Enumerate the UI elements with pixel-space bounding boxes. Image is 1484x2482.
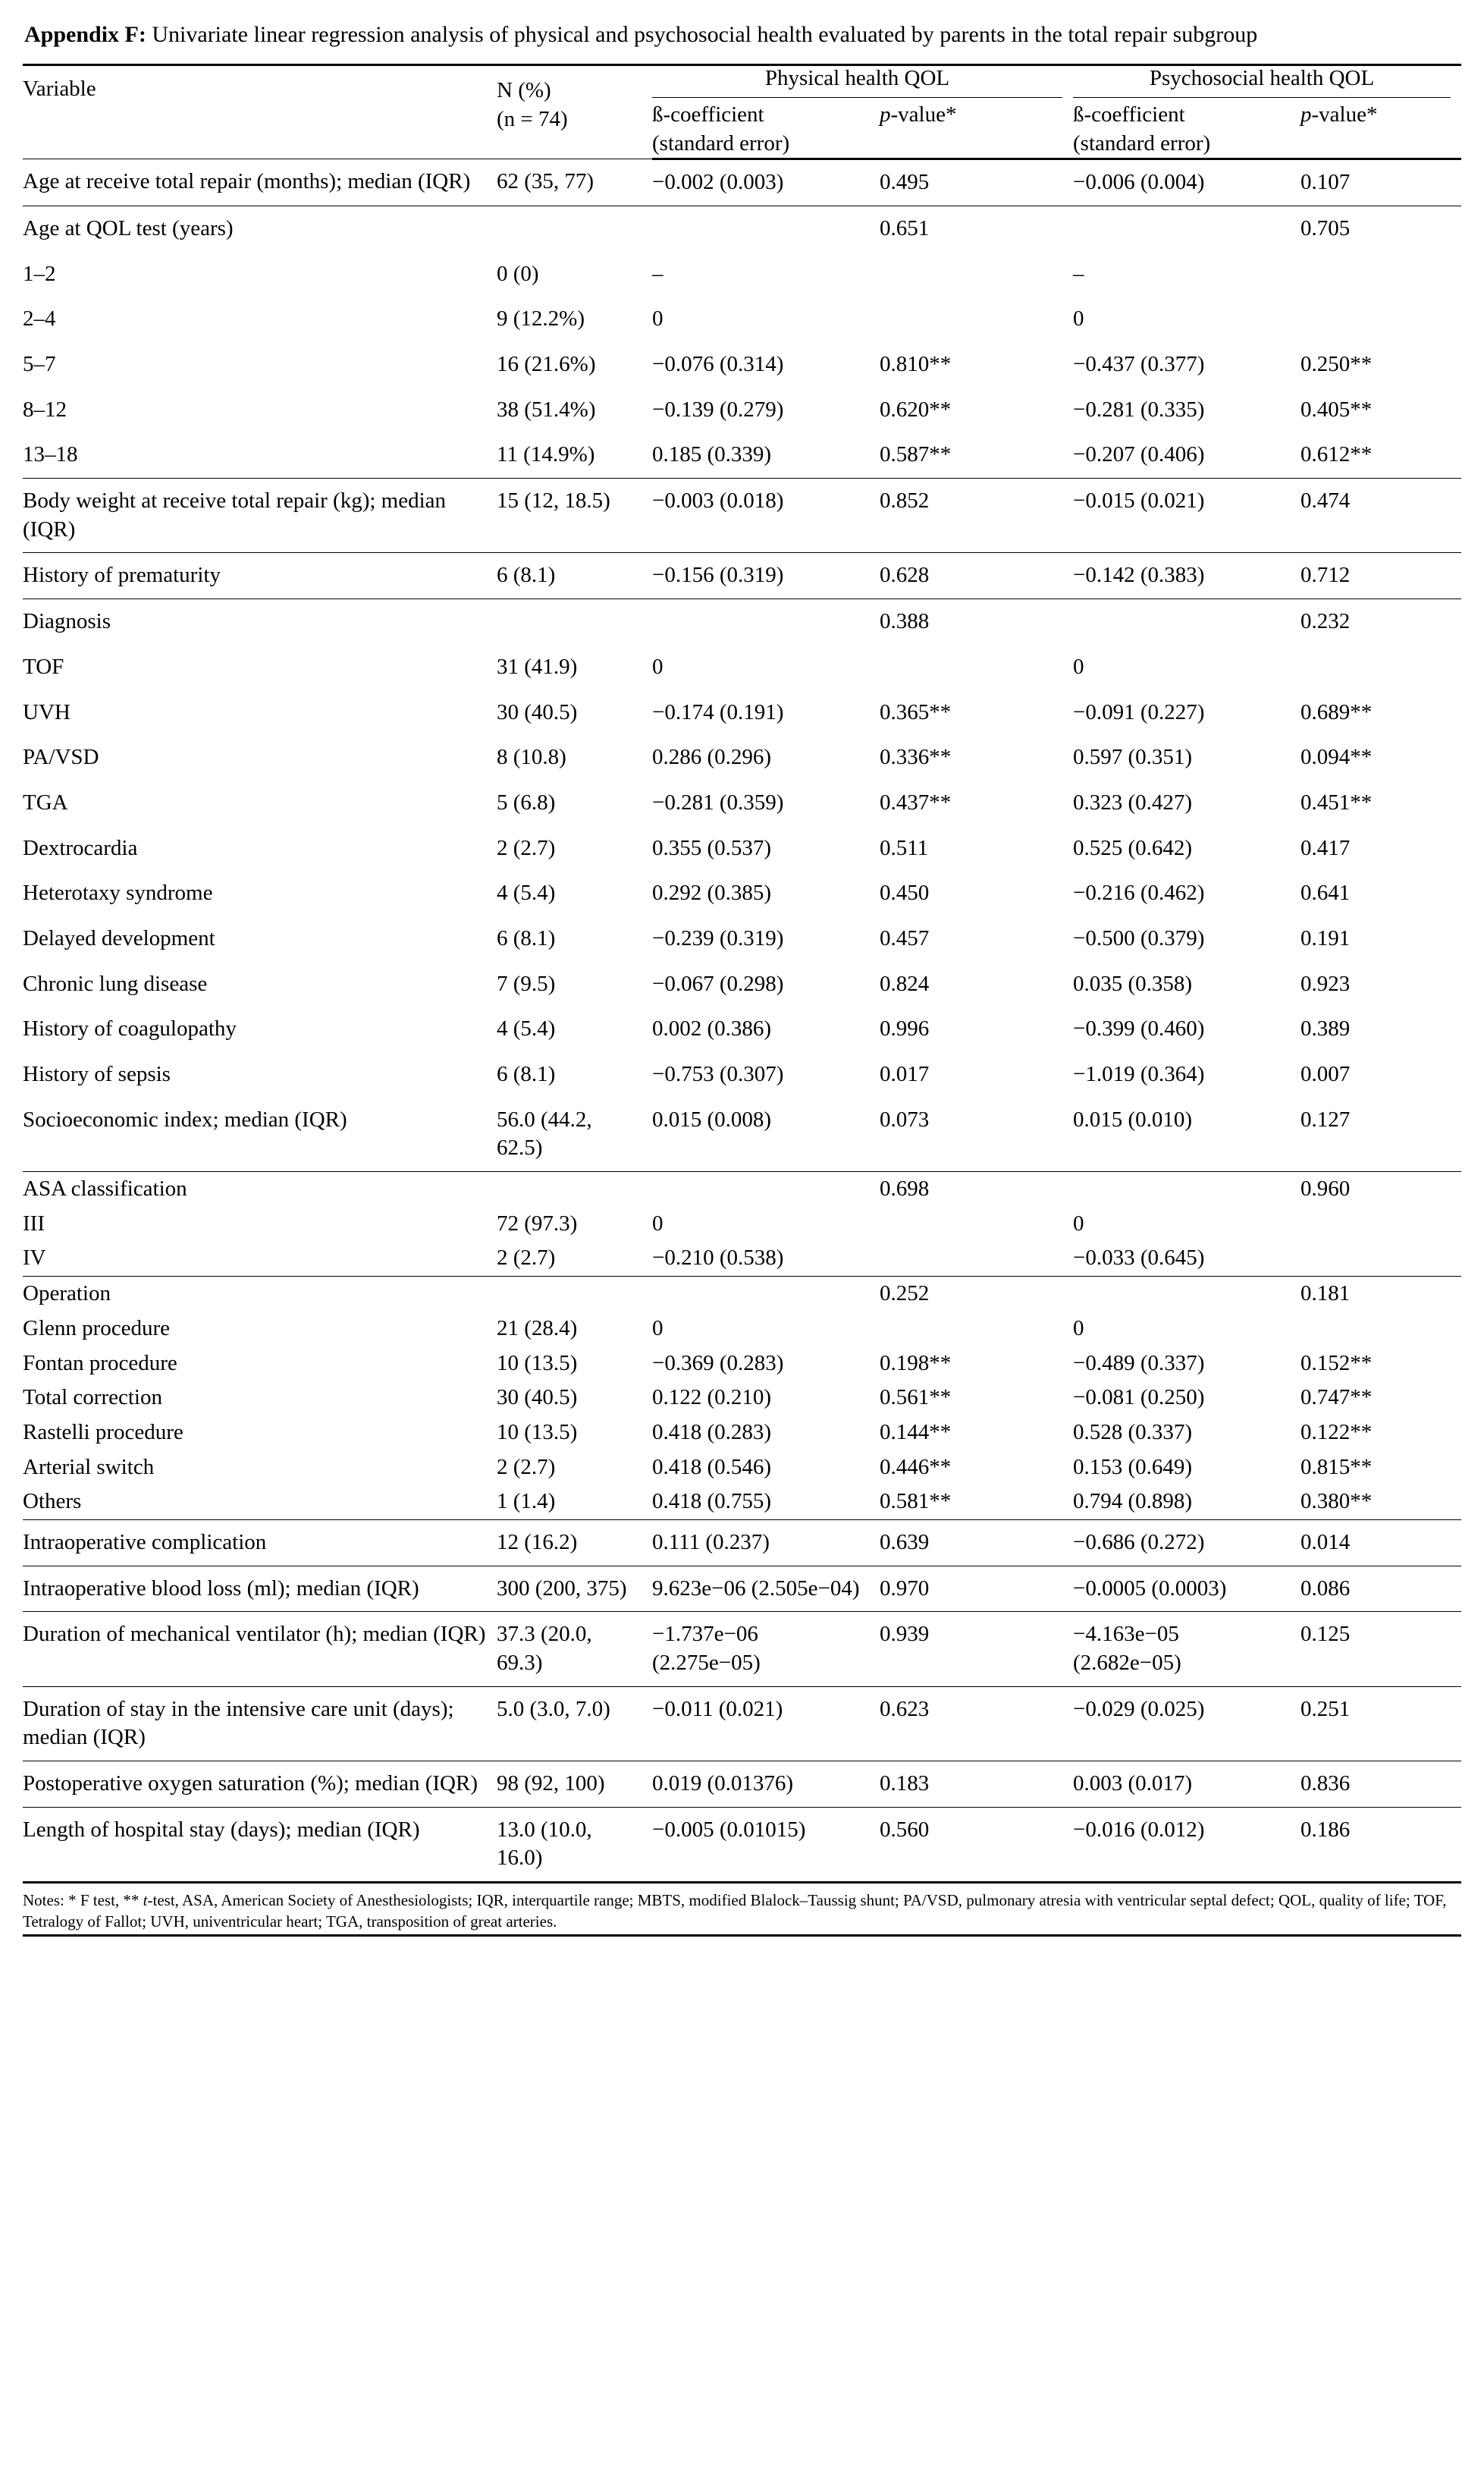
cell-psychosocial-beta <box>1073 1277 1300 1312</box>
cell-physical-pvalue: 0.446** <box>880 1454 952 1479</box>
cell-physical-pvalue: 0.365** <box>880 699 952 724</box>
cell-psychosocial-pvalue: 0.612** <box>1300 442 1373 467</box>
table-row <box>23 1484 1461 1519</box>
table-row <box>23 1415 1461 1450</box>
header-physical-beta: ß-coefficient (standard error) <box>652 101 880 159</box>
cell-physical-beta <box>652 1172 880 1207</box>
header-group-psychosocial: Psychosocial health QOL <box>1073 64 1461 101</box>
cell-physical-pvalue: 0.698 <box>880 1172 1073 1207</box>
cell-variable: History of prematurity <box>23 553 497 599</box>
cell-physical-pvalue <box>880 252 1073 297</box>
cell-n: 16 (21.6%) <box>497 352 596 377</box>
cell-n: 56.0 (44.2, 62.5) <box>497 1107 592 1161</box>
cell-n: 2 (2.7) <box>497 1246 556 1271</box>
cell-n: 31 (41.9) <box>497 654 578 679</box>
cell-n: 15 (12, 18.5) <box>497 479 652 553</box>
cell-psychosocial-beta: 0.528 (0.337) <box>1073 1419 1193 1444</box>
cell-psychosocial-beta: 0.003 (0.017) <box>1073 1761 1300 1808</box>
cell-variable: Fontan procedure <box>23 1350 177 1375</box>
cell-physical-beta: 0 <box>652 1315 664 1340</box>
cell-physical-pvalue <box>880 1241 1073 1276</box>
cell-n: 30 (40.5) <box>497 1385 578 1410</box>
table-row <box>23 1241 1461 1276</box>
cell-n: 2 (2.7) <box>497 1454 556 1479</box>
cell-psychosocial-pvalue: 0.389 <box>1300 1016 1351 1041</box>
cell-physical-pvalue: 0.561** <box>880 1385 952 1410</box>
header-psychosocial-beta: ß-coefficient (standard error) <box>1073 101 1300 159</box>
cell-physical-beta: 0.355 (0.537) <box>652 835 772 860</box>
cell-psychosocial-beta: −0.0005 (0.0003) <box>1073 1566 1300 1612</box>
cell-variable: Chronic lung disease <box>23 971 208 996</box>
caption-text: Univariate linear regression analysis of physical and psychosocial health evaluated by parents in the total repair subgroup <box>146 22 1258 47</box>
cell-psychosocial-beta: −0.029 (0.025) <box>1073 1686 1300 1761</box>
cell-psychosocial-beta: 0.153 (0.649) <box>1073 1454 1193 1479</box>
cell-psychosocial-pvalue: 0.107 <box>1300 159 1461 206</box>
table-row <box>23 432 1461 478</box>
table-row <box>23 645 1461 690</box>
table-row <box>23 1381 1461 1415</box>
cell-variable: 2–4 <box>23 306 56 331</box>
cell-psychosocial-pvalue <box>1300 1241 1461 1276</box>
cell-psychosocial-pvalue: 0.815** <box>1300 1454 1373 1479</box>
cell-physical-beta: −0.139 (0.279) <box>652 397 784 422</box>
cell-n: 72 (97.3) <box>497 1211 578 1236</box>
cell-psychosocial-pvalue: 0.405** <box>1300 397 1373 422</box>
cell-physical-beta <box>652 206 880 251</box>
cell-physical-pvalue: 0.495 <box>880 159 1073 206</box>
cell-psychosocial-beta: – <box>1073 261 1084 286</box>
cell-physical-pvalue: 0.623 <box>880 1686 1073 1761</box>
cell-psychosocial-pvalue: 0.232 <box>1300 599 1461 645</box>
cell-variable: Rastelli procedure <box>23 1419 184 1444</box>
cell-psychosocial-beta: 0.035 (0.358) <box>1073 971 1193 996</box>
cell-n: 10 (13.5) <box>497 1419 578 1444</box>
cell-physical-beta: −0.174 (0.191) <box>652 699 784 724</box>
cell-psychosocial-pvalue: 0.380** <box>1300 1489 1373 1514</box>
cell-physical-pvalue: 0.144** <box>880 1419 952 1444</box>
cell-n: 300 (200, 375) <box>497 1566 652 1612</box>
cell-psychosocial-pvalue: 0.014 <box>1300 1519 1461 1566</box>
cell-variable: History of coagulopathy <box>23 1016 237 1041</box>
cell-physical-beta: 0.002 (0.386) <box>652 1016 772 1041</box>
table-row <box>23 1312 1461 1346</box>
cell-n: 9 (12.2%) <box>497 306 585 331</box>
cell-psychosocial-beta: 0 <box>1073 1211 1084 1236</box>
cell-physical-beta: −0.011 (0.021) <box>652 1686 880 1761</box>
cell-psychosocial-beta: −0.015 (0.021) <box>1073 479 1300 553</box>
cell-physical-beta: −0.210 (0.538) <box>652 1246 784 1271</box>
cell-variable: History of sepsis <box>23 1062 171 1087</box>
cell-physical-pvalue: 0.852 <box>880 479 1073 553</box>
cell-physical-beta: −1.737e−06 (2.275e−05) <box>652 1612 880 1686</box>
cell-psychosocial-pvalue: 0.417 <box>1300 835 1351 860</box>
cell-variable: IV <box>23 1246 46 1271</box>
cell-physical-pvalue: 0.560 <box>880 1807 1073 1882</box>
table-row <box>23 916 1461 962</box>
cell-variable: 8–12 <box>23 397 67 422</box>
table-row <box>23 735 1461 781</box>
cell-physical-beta: −0.281 (0.359) <box>652 790 784 815</box>
table-row <box>23 206 1461 251</box>
table-row <box>23 1098 1461 1172</box>
cell-n: 62 (35, 77) <box>497 159 652 206</box>
cell-physical-beta: 0.015 (0.008) <box>652 1107 772 1132</box>
cell-psychosocial-beta: −0.686 (0.272) <box>1073 1519 1300 1566</box>
cell-psychosocial-pvalue <box>1300 1312 1461 1346</box>
cell-physical-pvalue: 0.628 <box>880 553 1073 599</box>
cell-psychosocial-pvalue: 0.127 <box>1300 1107 1351 1132</box>
cell-physical-pvalue: 0.970 <box>880 1566 1073 1612</box>
cell-psychosocial-beta: −1.019 (0.364) <box>1073 1062 1205 1087</box>
cell-variable: Delayed development <box>23 925 215 950</box>
cell-psychosocial-pvalue: 0.186 <box>1300 1807 1461 1882</box>
cell-physical-pvalue: 0.639 <box>880 1519 1073 1566</box>
cell-psychosocial-beta: −0.006 (0.004) <box>1073 159 1300 206</box>
cell-physical-pvalue: 0.939 <box>880 1612 1073 1686</box>
cell-physical-beta: 0.418 (0.755) <box>652 1489 772 1514</box>
cell-variable: TGA <box>23 790 68 815</box>
cell-physical-pvalue: 0.457 <box>880 925 930 950</box>
bottom-rule <box>23 1934 1461 1937</box>
cell-psychosocial-beta: −0.207 (0.406) <box>1073 442 1205 467</box>
cell-n <box>497 599 652 645</box>
cell-psychosocial-beta: −0.016 (0.012) <box>1073 1807 1300 1882</box>
cell-n: 12 (16.2) <box>497 1519 652 1566</box>
cell-n: 4 (5.4) <box>497 1016 556 1041</box>
cell-physical-beta: 0 <box>652 654 664 679</box>
cell-variable: Age at receive total repair (months); median (IQR) <box>23 159 497 206</box>
table-notes <box>23 1890 1456 1932</box>
cell-variable: Glenn procedure <box>23 1315 171 1340</box>
table-row <box>23 1007 1461 1052</box>
table-row <box>23 1450 1461 1485</box>
cell-psychosocial-beta: −0.033 (0.645) <box>1073 1246 1205 1271</box>
table-block <box>23 599 1461 1172</box>
cell-n: 8 (10.8) <box>497 745 566 770</box>
cell-physical-beta: 9.623e−06 (2.505e−04) <box>652 1566 880 1612</box>
cell-psychosocial-beta <box>1073 206 1300 251</box>
cell-variable: Dextrocardia <box>23 835 138 860</box>
cell-psychosocial-pvalue: 0.923 <box>1300 971 1351 996</box>
cell-n: 5.0 (3.0, 7.0) <box>497 1686 652 1761</box>
cell-n: 21 (28.4) <box>497 1315 578 1340</box>
header-n-line1: N (%) <box>497 77 551 102</box>
cell-variable: Duration of mechanical ventilator (h); median (IQR) <box>23 1612 497 1686</box>
cell-physical-pvalue: 0.450 <box>880 881 930 906</box>
cell-psychosocial-beta: 0.794 (0.898) <box>1073 1489 1193 1514</box>
cell-n: 2 (2.7) <box>497 835 556 860</box>
cell-physical-pvalue: 0.581** <box>880 1489 952 1514</box>
cell-n: 7 (9.5) <box>497 971 556 996</box>
cell-psychosocial-pvalue: 0.836 <box>1300 1761 1461 1808</box>
cell-physical-pvalue <box>880 297 1073 342</box>
notes-text: * F test, ** t-test, ASA, American Society of Anesthesiologists; IQR, interquartile range; MBTS, modified Blalock–Taussig shunt; PA/VSD, pulmonary atresia with ventricular septal defect; QOL, quality of life; TOF, Tetralogy of Fallot; UVH, univentricular heart; TGA, transposition of great arteries. <box>23 1891 1447 1931</box>
cell-physical-beta: −0.369 (0.283) <box>652 1350 784 1375</box>
table-row <box>23 159 1461 206</box>
table-row <box>23 1807 1461 1882</box>
cell-physical-beta <box>652 1277 880 1312</box>
cell-physical-pvalue <box>880 1312 1073 1346</box>
cell-n <box>497 1277 652 1312</box>
table-block <box>23 479 1461 599</box>
appendix-f-table <box>23 64 1461 1883</box>
cell-n: 5 (6.8) <box>497 790 556 815</box>
cell-psychosocial-pvalue: 0.712 <box>1300 553 1461 599</box>
cell-physical-pvalue: 0.198** <box>880 1350 952 1375</box>
cell-n: 0 (0) <box>497 261 539 286</box>
table-row <box>23 1566 1461 1612</box>
cell-physical-pvalue: 0.996 <box>880 1016 930 1041</box>
cell-variable: Body weight at receive total repair (kg); median (IQR) <box>23 479 497 553</box>
cell-variable: 5–7 <box>23 352 56 377</box>
cell-psychosocial-beta: −4.163e−05 (2.682e−05) <box>1073 1612 1300 1686</box>
cell-psychosocial-beta: 0 <box>1073 1315 1084 1340</box>
cell-physical-beta: 0.286 (0.296) <box>652 745 772 770</box>
cell-psychosocial-beta: −0.216 (0.462) <box>1073 881 1205 906</box>
table-row <box>23 871 1461 916</box>
cell-n: 6 (8.1) <box>497 925 556 950</box>
notes-prefix: Notes: <box>23 1891 64 1910</box>
cell-psychosocial-pvalue: 0.641 <box>1300 881 1351 906</box>
cell-psychosocial-pvalue: 0.251 <box>1300 1686 1461 1761</box>
cell-variable: Duration of stay in the intensive care unit (days); median (IQR) <box>23 1686 497 1761</box>
table-row <box>23 962 1461 1007</box>
cell-n: 1 (1.4) <box>497 1489 556 1514</box>
cell-psychosocial-pvalue: 0.474 <box>1300 479 1461 553</box>
cell-psychosocial-beta: −0.091 (0.227) <box>1073 699 1205 724</box>
table-row <box>23 1172 1461 1207</box>
cell-physical-beta: 0.292 (0.385) <box>652 881 772 906</box>
table-row <box>23 1612 1461 1686</box>
cell-n: 38 (51.4%) <box>497 397 596 422</box>
cell-psychosocial-beta: −0.142 (0.383) <box>1073 553 1300 599</box>
cell-psychosocial-beta <box>1073 599 1300 645</box>
cell-psychosocial-pvalue: 0.250** <box>1300 352 1373 377</box>
cell-psychosocial-pvalue: 0.181 <box>1300 1277 1461 1312</box>
cell-physical-beta: −0.067 (0.298) <box>652 971 784 996</box>
cell-physical-pvalue <box>880 645 1073 690</box>
cell-physical-beta: −0.076 (0.314) <box>652 352 784 377</box>
cell-physical-pvalue <box>880 1207 1073 1242</box>
cell-physical-beta: 0.418 (0.283) <box>652 1419 772 1444</box>
table-row <box>23 826 1461 872</box>
header-group-physical: Physical health QOL <box>652 64 1073 101</box>
cell-physical-beta: −0.003 (0.018) <box>652 479 880 553</box>
table-block <box>23 1519 1461 1882</box>
cell-variable: Age at QOL test (years) <box>23 206 497 251</box>
cell-physical-beta: −0.156 (0.319) <box>652 553 880 599</box>
cell-psychosocial-pvalue <box>1300 252 1461 297</box>
cell-n: 6 (8.1) <box>497 1062 556 1087</box>
cell-physical-beta: 0.111 (0.237) <box>652 1519 880 1566</box>
table-row <box>23 553 1461 599</box>
cell-psychosocial-beta: 0.597 (0.351) <box>1073 745 1193 770</box>
cell-physical-beta: 0.122 (0.210) <box>652 1385 772 1410</box>
cell-psychosocial-beta: −0.500 (0.379) <box>1073 925 1205 950</box>
table-block <box>23 206 1461 478</box>
cell-psychosocial-beta: 0.015 (0.010) <box>1073 1107 1193 1132</box>
cell-variable: Postoperative oxygen saturation (%); median (IQR) <box>23 1761 497 1808</box>
cell-variable: Intraoperative blood loss (ml); median (IQR) <box>23 1566 497 1612</box>
cell-psychosocial-pvalue: 0.747** <box>1300 1385 1373 1410</box>
cell-physical-beta: 0.185 (0.339) <box>652 442 772 467</box>
cell-n <box>497 206 652 251</box>
cell-psychosocial-pvalue: 0.122** <box>1300 1419 1373 1444</box>
cell-physical-beta: −0.239 (0.319) <box>652 925 784 950</box>
cell-psychosocial-pvalue <box>1300 645 1461 690</box>
cell-physical-pvalue: 0.587** <box>880 442 952 467</box>
table-row <box>23 479 1461 553</box>
header-psychosocial-pvalue: p-value* <box>1300 101 1461 159</box>
cell-physical-beta: – <box>652 261 664 286</box>
cell-psychosocial-pvalue: 0.451** <box>1300 790 1373 815</box>
cell-psychosocial-pvalue: 0.960 <box>1300 1172 1461 1207</box>
cell-variable: 1–2 <box>23 261 56 286</box>
table-row <box>23 1052 1461 1098</box>
cell-physical-beta: 0.418 (0.546) <box>652 1454 772 1479</box>
cell-psychosocial-beta: 0.525 (0.642) <box>1073 835 1193 860</box>
header-row-groups <box>23 64 1461 101</box>
cell-physical-beta <box>652 599 880 645</box>
cell-physical-pvalue: 0.651 <box>880 206 1073 251</box>
cell-n: 37.3 (20.0, 69.3) <box>497 1612 652 1686</box>
cell-psychosocial-beta: −0.081 (0.250) <box>1073 1385 1205 1410</box>
table-block <box>23 1277 1461 1520</box>
cell-physical-pvalue: 0.620** <box>880 397 952 422</box>
cell-psychosocial-pvalue <box>1300 297 1461 342</box>
table-row <box>23 1519 1461 1566</box>
cell-physical-pvalue: 0.388 <box>880 599 1073 645</box>
cell-variable: Others <box>23 1489 82 1514</box>
cell-physical-beta: −0.005 (0.01015) <box>652 1807 880 1882</box>
cell-physical-pvalue: 0.824 <box>880 971 930 996</box>
cell-psychosocial-beta: −0.281 (0.335) <box>1073 397 1205 422</box>
cell-psychosocial-pvalue <box>1300 1207 1461 1242</box>
cell-physical-pvalue: 0.511 <box>880 835 929 860</box>
table-row <box>23 690 1461 736</box>
cell-variable: Intraoperative complication <box>23 1519 497 1566</box>
cell-physical-beta: 0.019 (0.01376) <box>652 1761 880 1808</box>
cell-psychosocial-beta: 0.323 (0.427) <box>1073 790 1193 815</box>
header-n-line2: (n = 74) <box>497 106 568 131</box>
cell-psychosocial-pvalue: 0.094** <box>1300 745 1373 770</box>
cell-psychosocial-beta: −0.399 (0.460) <box>1073 1016 1205 1041</box>
cell-psychosocial-pvalue: 0.125 <box>1300 1612 1461 1686</box>
table-row <box>23 1686 1461 1761</box>
cell-psychosocial-beta: −0.437 (0.377) <box>1073 352 1205 377</box>
cell-variable: 13–18 <box>23 442 78 467</box>
cell-n: 10 (13.5) <box>497 1350 578 1375</box>
table-caption <box>24 20 1450 50</box>
cell-n <box>497 1172 652 1207</box>
cell-psychosocial-pvalue: 0.191 <box>1300 925 1351 950</box>
cell-physical-pvalue: 0.183 <box>880 1761 1073 1808</box>
cell-psychosocial-beta: 0 <box>1073 654 1084 679</box>
cell-n: 98 (92, 100) <box>497 1761 652 1808</box>
caption-label: Appendix F: <box>24 22 146 47</box>
table-block <box>23 1172 1461 1277</box>
cell-physical-beta: 0 <box>652 1211 664 1236</box>
cell-physical-pvalue: 0.336** <box>880 745 952 770</box>
cell-variable: III <box>23 1211 45 1236</box>
cell-psychosocial-pvalue: 0.705 <box>1300 206 1461 251</box>
table-header <box>23 64 1461 159</box>
table-row <box>23 781 1461 826</box>
cell-n: 11 (14.9%) <box>497 442 595 467</box>
cell-variable: UVH <box>23 699 71 724</box>
cell-physical-pvalue: 0.437** <box>880 790 952 815</box>
cell-physical-pvalue: 0.252 <box>880 1277 1073 1312</box>
cell-physical-pvalue: 0.810** <box>880 352 952 377</box>
cell-n: 13.0 (10.0, 16.0) <box>497 1807 652 1882</box>
cell-variable: Operation <box>23 1277 497 1312</box>
cell-n: 30 (40.5) <box>497 699 578 724</box>
cell-variable: TOF <box>23 654 64 679</box>
cell-physical-pvalue: 0.073 <box>880 1107 930 1132</box>
table-row <box>23 1277 1461 1312</box>
table-row <box>23 1207 1461 1242</box>
cell-variable: Arterial switch <box>23 1454 155 1479</box>
header-physical-pvalue: p-value* <box>880 101 1073 159</box>
cell-variable: Total correction <box>23 1385 162 1410</box>
table-row <box>23 297 1461 342</box>
table-block <box>23 159 1461 206</box>
cell-psychosocial-pvalue: 0.152** <box>1300 1350 1373 1375</box>
cell-variable: ASA classification <box>23 1172 497 1207</box>
cell-psychosocial-beta: 0 <box>1073 306 1084 331</box>
table-row <box>23 342 1461 388</box>
cell-variable: Heterotaxy syndrome <box>23 881 213 906</box>
cell-n: 4 (5.4) <box>497 881 556 906</box>
cell-variable: Diagnosis <box>23 599 497 645</box>
header-n <box>497 64 652 159</box>
cell-psychosocial-pvalue: 0.086 <box>1300 1566 1461 1612</box>
header-variable: Variable <box>23 64 497 159</box>
cell-physical-beta: −0.753 (0.307) <box>652 1062 784 1087</box>
table-row <box>23 252 1461 297</box>
cell-physical-pvalue: 0.017 <box>880 1062 930 1087</box>
cell-n: 6 (8.1) <box>497 553 652 599</box>
cell-variable: Length of hospital stay (days); median (IQR) <box>23 1807 497 1882</box>
cell-psychosocial-beta: −0.489 (0.337) <box>1073 1350 1205 1375</box>
cell-physical-beta: −0.002 (0.003) <box>652 159 880 206</box>
cell-physical-beta: 0 <box>652 306 664 331</box>
table-row <box>23 1346 1461 1381</box>
cell-psychosocial-pvalue: 0.689** <box>1300 699 1373 724</box>
table-row <box>23 388 1461 433</box>
cell-psychosocial-beta <box>1073 1172 1300 1207</box>
cell-psychosocial-pvalue: 0.007 <box>1300 1062 1351 1087</box>
table-row <box>23 599 1461 645</box>
cell-variable: Socioeconomic index; median (IQR) <box>23 1107 347 1132</box>
cell-variable: PA/VSD <box>23 745 99 770</box>
table-row <box>23 1761 1461 1808</box>
